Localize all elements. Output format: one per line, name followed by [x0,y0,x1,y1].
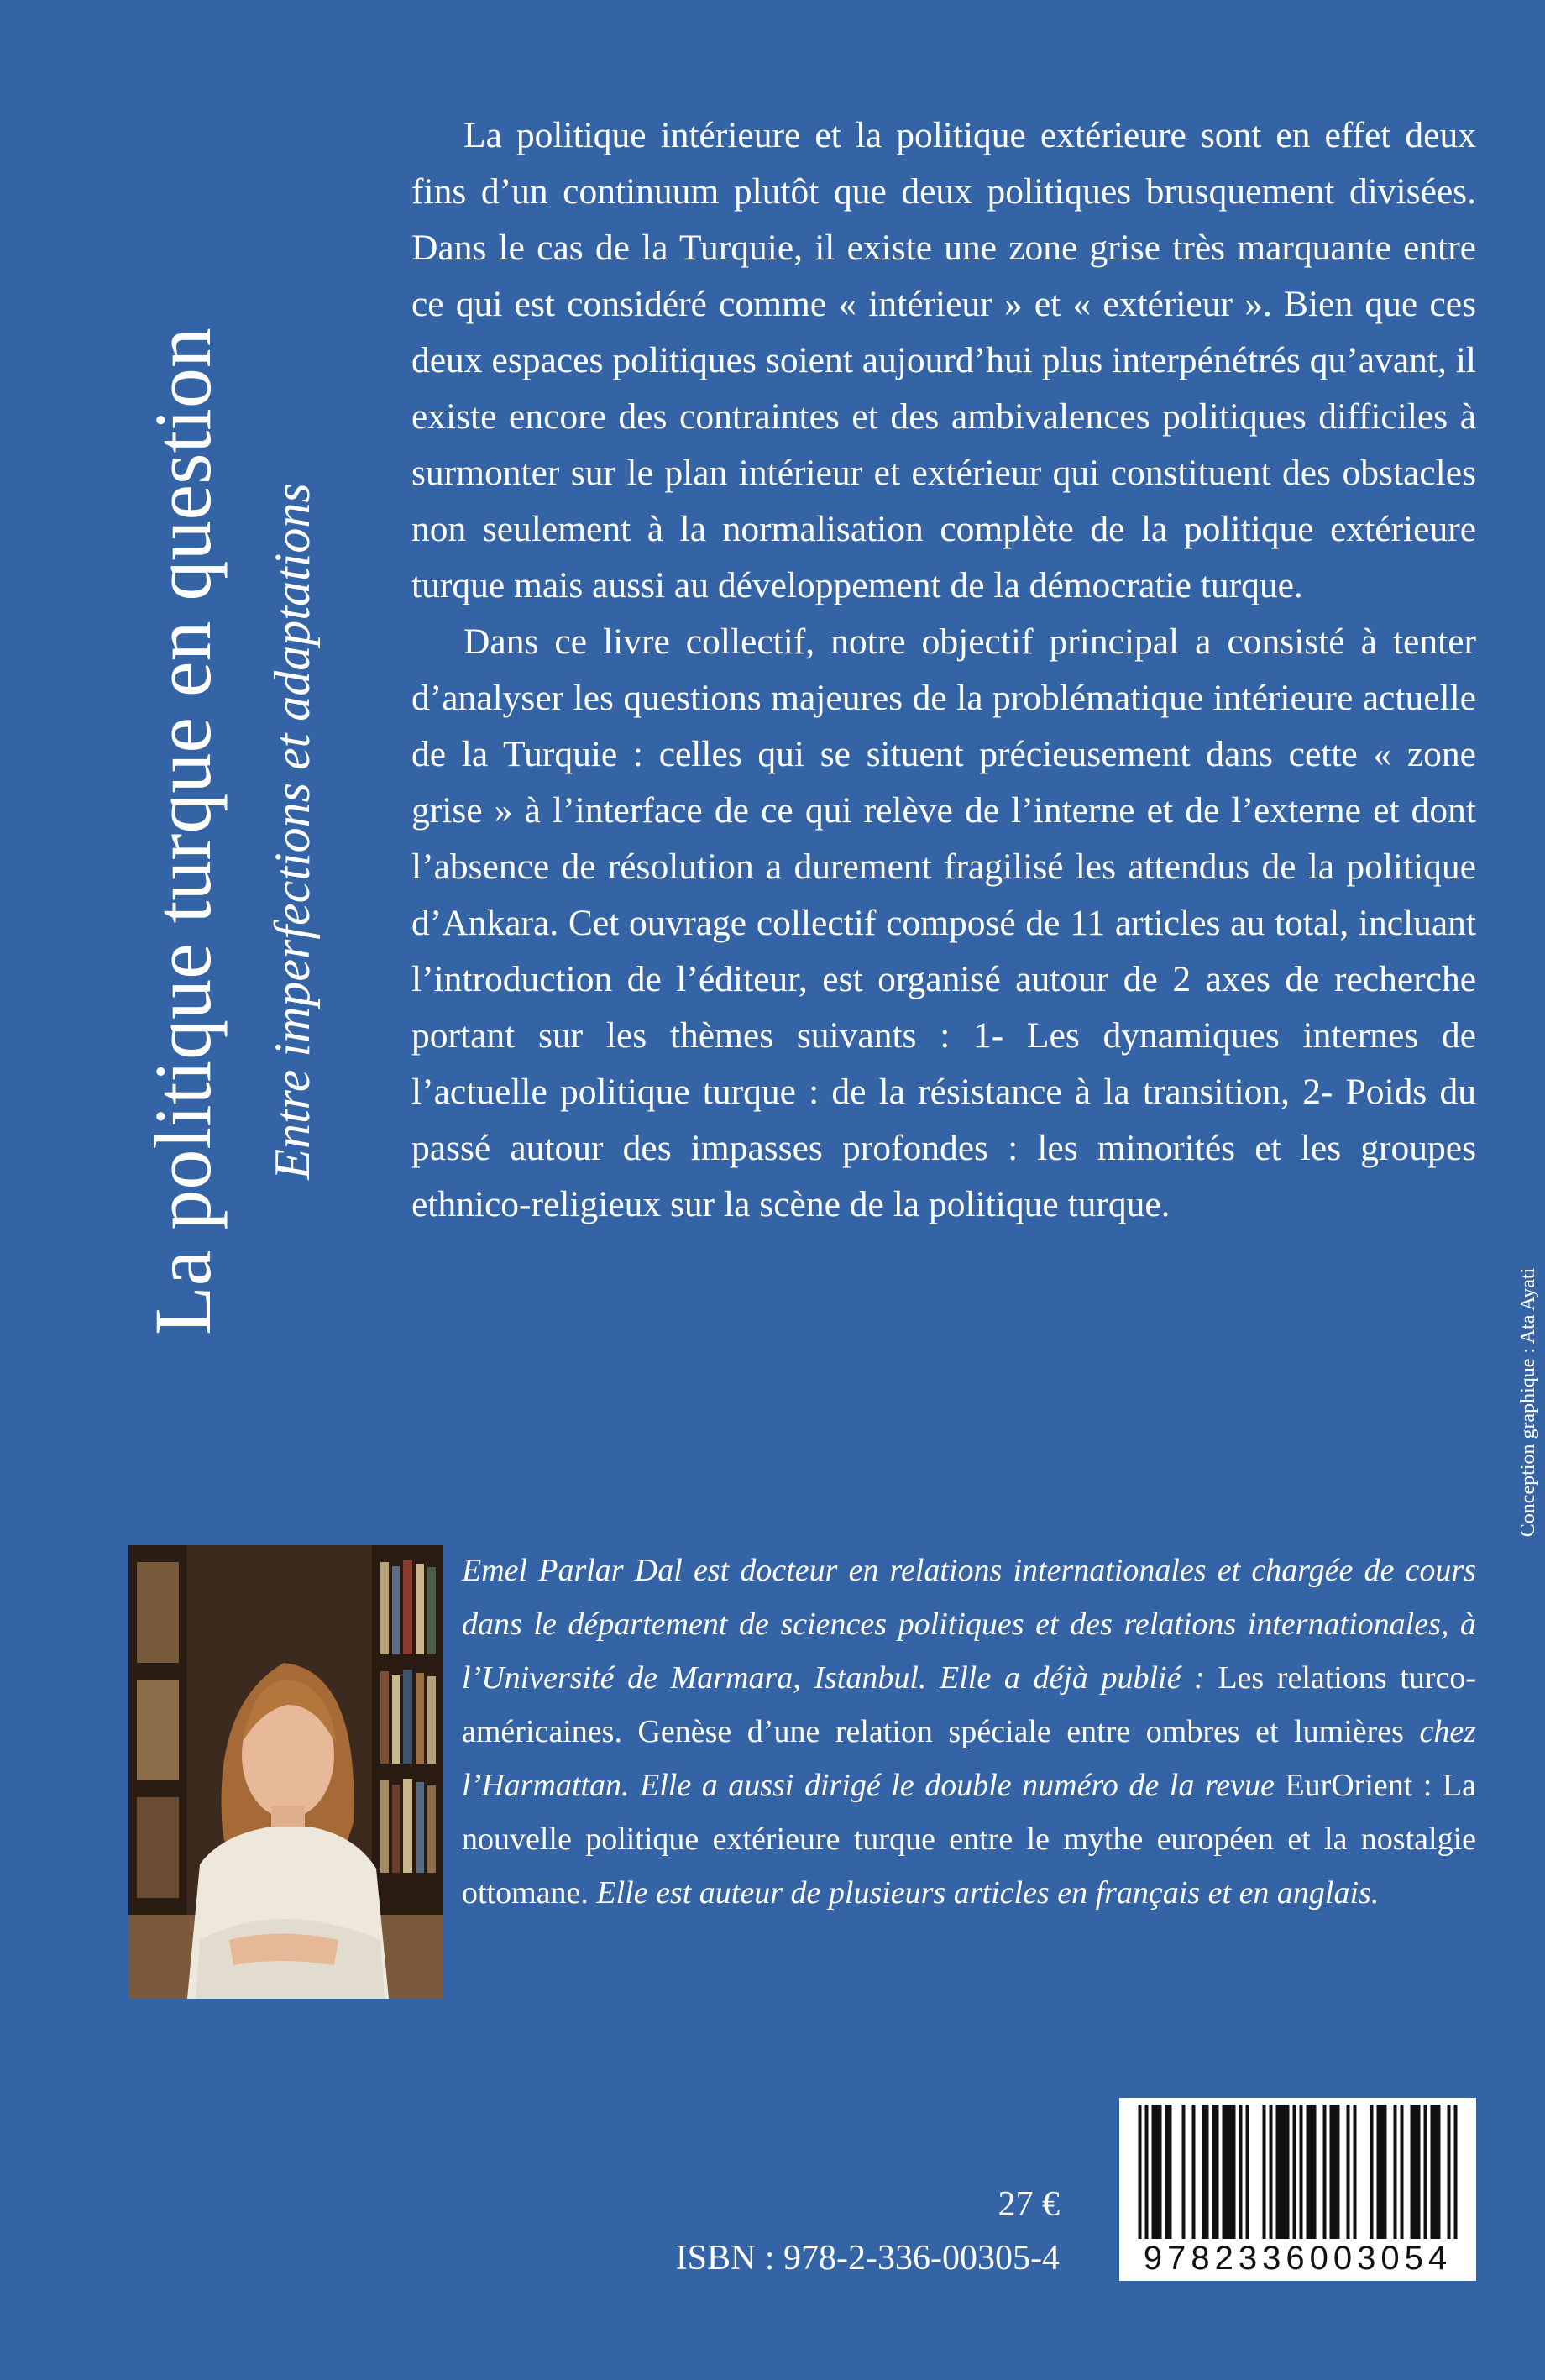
summary-paragraph-2: Dans ce livre collectif, notre objectif principal a consisté à tenter d’analyser les questions majeures de la problématique intérieure actuelle de la Turquie : celles qui se situent précieusement dans cette « zone grise » à l’interface de ce qui relève de l’interne et de l’externe et dont l’absence de résolution a durement fragilisé les attendus de la politique d’Ankara. Cet ouvrage collectif composé de 11 articles au total, incluant l’introduction de l’éditeur, est organisé autour de 2 axes de recherche portant sur les thèmes suivants : 1- Les dynamiques internes de l’actuelle politique turque : de la résistance à la transition, 2- Poids du passé autour des impasses profondes : les minorités et les groupes ethnico-religieux sur la scène de la politique turque. [411,621,1476,1224]
design-credit: Conception graphique : Ata Ayati [1517,1267,1539,1538]
barcode-bar [1300,2105,1303,2239]
barcode-bar [1354,2105,1357,2239]
barcode-bar [1159,2105,1162,2239]
barcode-bar [1313,2105,1317,2239]
barcode-bar [1434,2105,1438,2239]
barcode-bar [1280,2105,1283,2239]
spine-subtitle: Entre imperfections et adaptations [264,483,320,1180]
bio-journal-title: EurOrient : La nouvelle politique extérieure turque entre le mythe européen et la nostalgie ottomane. [462,1768,1476,1911]
barcode-bar [1333,2105,1337,2239]
bio-intro: Emel Parlar Dal est docteur en relations internationales et chargée de cours dans le département de sciences politiques et des relations internationales, à l’Université de Marmara, Istanbul. Elle a déjà publié : [462,1553,1476,1696]
barcode-bar [1165,2105,1169,2239]
barcode-bar [1223,2105,1226,2239]
barcode-bar [1182,2105,1186,2239]
barcode-bar [1192,2105,1196,2239]
barcode-bar [1370,2105,1374,2239]
barcode-bar [1380,2105,1384,2239]
barcode-bar [1394,2105,1397,2239]
barcode-bar [1226,2105,1229,2239]
spine-title: La politique turque en question [138,328,228,1335]
barcode-bar [1216,2105,1219,2239]
price: 27 € [998,2185,1060,2224]
bio-publisher-note: chez l’Harmattan. Elle a aussi dirigé le double numéro de la revue [462,1714,1476,1803]
author-bio [462,1544,1476,1920]
barcode-bar [1431,2105,1434,2239]
bio-book-title: Les relations turco-américaines. Genèse d’une relation spéciale entre ombres et lumières [462,1660,1476,1749]
barcode-bars [1119,2098,1476,2241]
barcode-bar [1307,2105,1310,2239]
barcode-bar [1229,2105,1233,2239]
barcode-bar [1310,2105,1313,2239]
barcode-bar [1155,2105,1159,2239]
barcode-bar [1263,2105,1266,2239]
barcode-bar [1323,2105,1327,2239]
barcode-bar [1424,2105,1427,2239]
barcode-bar [1293,2105,1296,2239]
barcode-bar [1330,2105,1333,2239]
barcode-bar [1202,2105,1206,2239]
isbn: ISBN : 978-2-336-00305-4 [675,2239,1060,2278]
barcode-bar [1276,2105,1280,2239]
author-photo [128,1545,443,1999]
barcode-digits: 9782336003054 [1143,2240,1453,2277]
barcode-bar [1347,2105,1350,2239]
barcode-bar [1283,2105,1286,2239]
barcode [1119,2098,1476,2281]
barcode-bar [1169,2105,1172,2239]
barcode-bar [1206,2105,1209,2239]
barcode-bar [1233,2105,1236,2239]
summary-paragraph-1: La politique intérieure et la politique extérieure sont en effet deux fins d’un continuum plutôt que deux politiques brusquement divisées. Dans le cas de la Turquie, il existe une zone grise très marquante entre ce qui est considéré comme « intérieur » et « extérieur ». Bien que ces deux espaces politiques soient aujourd’hui plus interpénétrés qu’avant, il existe encore des contraintes et des ambivalences politiques difficiles à surmonter sur le plan intérieur et extérieur qui constituent des obstacles non seulement à la normalisation complète de la politique extérieure turque mais aussi au développement de la démocratie turque. [411,115,1476,605]
bio-closing: Elle est auteur de plusieurs articles en français et en anglais. [588,1875,1380,1911]
barcode-bar [1448,2105,1451,2239]
barcode-bar [1139,2105,1142,2239]
barcode-bar [1212,2105,1216,2239]
barcode-bar [1286,2105,1290,2239]
summary-text [411,107,1476,1233]
barcode-bar [1145,2105,1149,2239]
barcode-bar [1417,2105,1421,2239]
barcode-bar [1454,2105,1458,2239]
barcode-bar [1246,2105,1249,2239]
barcode-bar [1411,2105,1414,2239]
barcode-bar [1414,2105,1417,2239]
barcode-bar [1270,2105,1273,2239]
barcode-bar [1377,2105,1380,2239]
barcode-bar [1152,2105,1155,2239]
barcode-bar [1384,2105,1387,2239]
barcode-bar [1239,2105,1243,2239]
barcode-bar [1438,2105,1441,2239]
barcode-bar [1337,2105,1340,2239]
barcode-bar [1401,2105,1404,2239]
